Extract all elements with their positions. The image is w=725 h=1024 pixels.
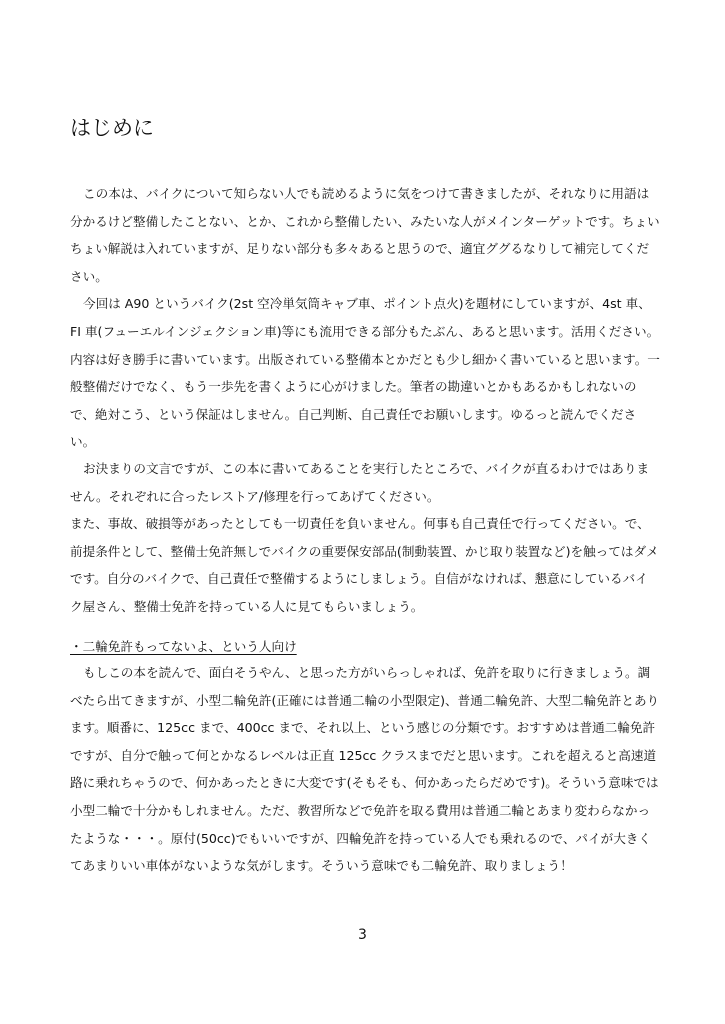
intro-section: [70, 180, 660, 456]
page-number: 3: [358, 927, 367, 943]
license-paragraph-1-text: もしこの本を読んで、面白そうやん、と思った方がいらっしゃれば、免許を取りに行きましょう。調べたら出てきますが、小型二輪免許(正確には普通二輪の小型限定)、普通二輪免許、大型二輪免許とあります。順番に、125cc まで、400cc まで、それ以上、という感じの分類です。おすすめは普通二輪免許ですが、自分で触って何とかなるレベルは正直 125cc クラスまでだと思います。これを超えると高速道路に乗れちゃうので、何かあったときに大変です(そもそも、何かあったらだめです)。そういう意味では小型二輪で十分かもしれません。ただ、教習所などで免許を取る費用は普通二輪とあまり変わらなかったような・・・。原付(50cc)でもいいですが、四輪免許を持っている人でも乗れるので、パイが大きくてあまりいい車体がないような気がします。そういう意味でも二輪免許、取りましょう！: [70, 665, 660, 874]
intro-paragraph-1: [70, 180, 660, 290]
license-section: [70, 659, 660, 880]
intro-paragraph-2-text: 今回は A90 というバイク(2st 空冷単気筒キャブ車、ポイント点火)を題材にしていますが、4st 車、FI 車(フューエルインジェクション車)等にも流用できる部分もたぶん、あると思います。活用ください。内容は好き勝手に書いています。出版されている整備本とかだとも少し細かく書いていると思います。一般整備だけでなく、もう一歩先を書くように心がけました。筆者の勘違いとかもあるかもしれないので、絶対こう、という保証はしません。自己判断、自己責任でお願いします。ゆるっと読んでください。: [70, 296, 660, 450]
disclaimer-section: [70, 455, 660, 621]
page-title: はじめに: [70, 116, 154, 140]
disclaimer-paragraph-1-text: お決まりの文言ですが、この本に書いてあることを実行したところで、バイクが直るわけではありません。それぞれに合ったレストア/修理を行ってあげてください。: [70, 461, 650, 504]
section-heading: ・二輪免許もってないよ、という人向け: [70, 639, 297, 654]
disclaimer-paragraph-2: [70, 510, 660, 620]
intro-paragraph-2: [70, 290, 660, 456]
disclaimer-paragraph-2-text: また、事故、破損等があったとしても一切責任を負いません。何事も自己責任で行ってください。で、前提条件として、整備士免許無しでバイクの重要保安部品(制動装置、かじ取り装置など)を触ってはダメです。自分のバイクで、自己責任で整備するようにしましょう。自信がなければ、懇意にしているバイク屋さん、整備士免許を持っている人に見てもらいましょう。: [70, 516, 659, 614]
intro-paragraph-1-text: この本は、バイクについて知らない人でも読めるように気をつけて書きましたが、それなりに用語は分かるけど整備したことない、とか、これから整備したい、みたいな人がメインターゲットです。ちょいちょい解説は入れていますが、足りない部分も多々あると思うので、適宜ググるなりして補完してください。: [70, 186, 660, 284]
disclaimer-paragraph-1: [70, 455, 660, 510]
license-paragraph-1: [70, 659, 660, 880]
